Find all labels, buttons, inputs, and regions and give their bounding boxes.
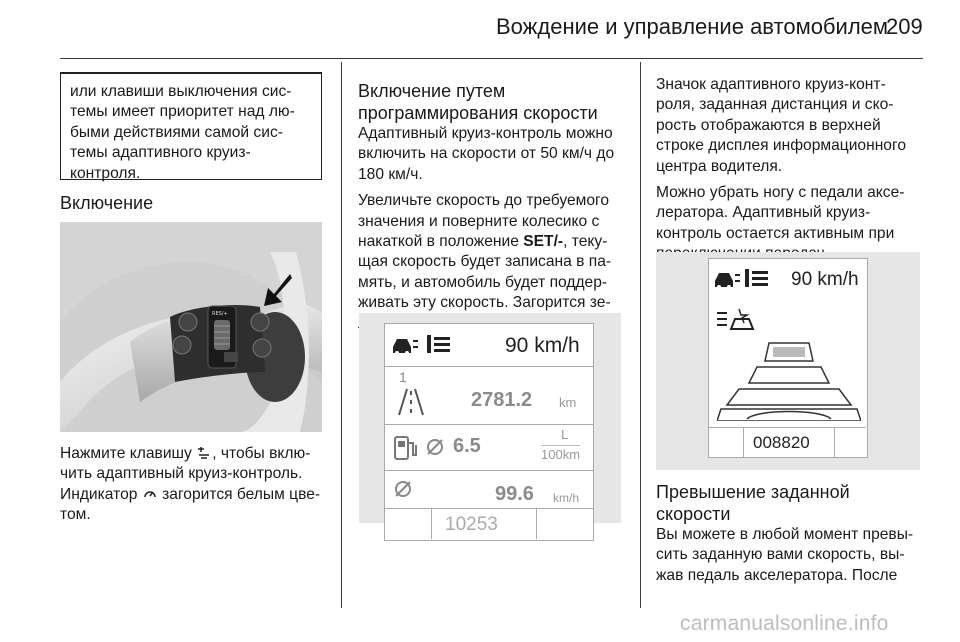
cruise-indicator-icon <box>143 487 157 501</box>
distance-bars-icon <box>745 269 771 289</box>
section-heading-exceed: Превышение заданной <box>656 482 850 502</box>
cluster-trip-row <box>384 367 594 425</box>
distance-bars-icon <box>427 335 453 355</box>
cluster-fuel-row <box>384 425 594 471</box>
para-line: Нажмите клавишу , чтобы вклю- <box>60 445 311 462</box>
para-line: Индикатор загорится белым цве- <box>60 485 321 503</box>
fuel-consumption: 6.5 <box>453 435 481 457</box>
para-line: Адаптивный круиз-контроль можно <box>358 125 613 142</box>
acc-display-screen <box>708 258 868 458</box>
set-label: SET/- <box>523 233 564 251</box>
gear-indicator: 1 <box>399 369 407 385</box>
note-line: или клавиши выключения сис- <box>70 83 292 100</box>
acc-display-panel <box>656 252 920 470</box>
para-line: значения и поверните колесико с <box>358 212 600 230</box>
para-line: включить на скорости от 50 км/ч до <box>358 145 615 163</box>
distance-graphic <box>717 339 861 421</box>
para-line: лератора. Адаптивный круиз- <box>656 204 871 222</box>
note-box <box>60 72 322 180</box>
header-divider <box>60 58 923 59</box>
note-line: контроля. <box>70 164 141 182</box>
para-line: строке дисплея информационного <box>656 137 907 155</box>
cluster-top-row <box>384 323 594 367</box>
para-line: накаткой в положение SET/-, теку- <box>358 233 608 251</box>
average-icon <box>393 479 413 499</box>
instrument-cluster-display <box>359 313 621 535</box>
note-line: темы имеет приоритет над лю- <box>70 103 295 121</box>
para-line: центра водителя. <box>656 157 783 175</box>
trip-distance: 2781.2 <box>471 389 533 411</box>
para-line: сить заданную вами скорость, вы- <box>656 546 905 564</box>
watermark: carmanualsonline.info <box>680 612 889 635</box>
road-icon <box>393 385 429 419</box>
acc-car-icon <box>391 333 419 357</box>
section-heading-program: Включение путем <box>358 81 506 101</box>
para-line: чить адаптивный круиз-контроль. <box>60 465 303 483</box>
consumption-unit-l: L <box>561 427 569 442</box>
odometer: 10253 <box>445 514 498 535</box>
cluster-avg-speed-row <box>384 471 594 509</box>
steering-wheel-image <box>60 222 322 432</box>
para-line: роля, заданная дистанция и ско- <box>656 96 894 114</box>
acc-car-icon <box>713 267 741 291</box>
cruise-button-icon <box>197 446 211 460</box>
section-heading-program-2: программирования скорости <box>358 103 598 123</box>
column-divider-1 <box>341 62 342 608</box>
para-line: Вы можете в любой момент превы- <box>656 526 914 543</box>
trip-unit: km <box>559 395 577 410</box>
acc-odometer: 008820 <box>753 433 810 452</box>
para-line: живать эту скорость. Загорится зе- <box>358 294 611 312</box>
cluster-odometer-row <box>384 509 594 541</box>
para-line: 180 км/ч. <box>358 165 423 183</box>
note-line: темы адаптивного круиз- <box>70 144 251 162</box>
consumption-unit-km: 100km <box>541 447 581 462</box>
para-line: Значок адаптивного круиз-конт- <box>656 76 886 93</box>
section-heading-exceed-2: скорости <box>656 504 731 524</box>
para-line: том. <box>60 506 91 524</box>
vehicle-ahead-icon <box>715 307 759 333</box>
fuel-pump-icon <box>393 433 419 463</box>
average-icon <box>425 437 445 457</box>
note-line: быми действиями самой сис- <box>70 123 283 141</box>
average-speed: 99.6 <box>495 483 534 505</box>
para-line: рость отображаются в верхней <box>656 116 881 134</box>
para-line: Увеличьте скорость до требуемого <box>358 192 610 210</box>
para-line: жав педаль акселератора. После <box>656 566 898 584</box>
set-speed: 90 km/h <box>505 334 580 357</box>
para-line: Можно убрать ногу с педали аксе- <box>656 184 905 202</box>
para-line: контроль остается активным при <box>656 224 895 242</box>
para-line: мять, и автомобиль будет поддер- <box>358 273 608 291</box>
page-number: 209 <box>886 14 923 39</box>
para-line: щая скорость будет записана в па- <box>358 253 612 271</box>
steering-wheel-illustration <box>60 222 322 432</box>
running-header: Вождение и управление автомобилем <box>496 14 889 39</box>
res-label: RES/+ <box>212 311 228 317</box>
acc-set-speed: 90 km/h <box>791 269 859 290</box>
section-heading-enable: Включение <box>60 193 154 213</box>
column-divider-2 <box>640 62 641 608</box>
avg-speed-unit: km/h <box>553 491 580 505</box>
